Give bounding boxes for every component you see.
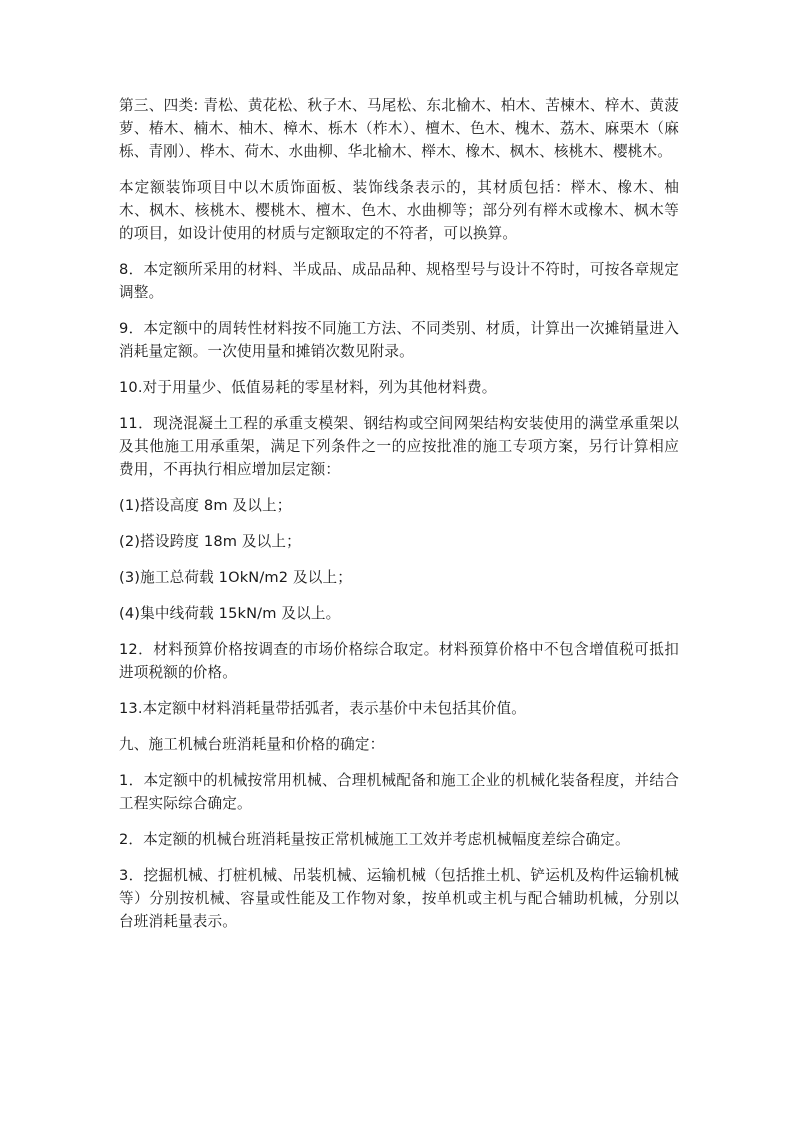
paragraph-machinery-3: 3．挖掘机械、打桩机械、吊装机械、运输机械（包括推土机、铲运机及构件运输机械等）分别按机械、容量或性能及工作物对象，按单机或主机与配合辅助机械，分别以台班消耗量表示。 [119, 867, 679, 930]
paragraph-item-13: 13.本定额中材料消耗量带括弧者，表示基价中未包括其价值。 [119, 700, 526, 717]
paragraph-machinery-2: 2．本定额的机械台班消耗量按正常机械施工工效并考虑机械幅度差综合确定。 [119, 831, 630, 848]
paragraph-item-10: 10.对于用量少、低值易耗的零星材料，列为其他材料费。 [119, 379, 497, 396]
paragraph-condition-1: (1)搭设高度 8m 及以上； [119, 497, 292, 514]
paragraph-condition-2: (2)搭设跨度 18m 及以上； [119, 533, 301, 550]
paragraph-item-12: 12．材料预算价格按调查的市场价格综合取定。材料预算价格中不包含增值税可抵扣进项税额的价格。 [119, 641, 679, 681]
paragraph-item-8: 8．本定额所采用的材料、半成品、成品品种、规格型号与设计不符时，可按各章规定调整。 [119, 261, 679, 301]
paragraph-item-9: 9．本定额中的周转性材料按不同施工方法、不同类别、材质，计算出一次摊销量进入消耗量定额。一次使用量和摊销次数见附录。 [119, 320, 679, 360]
paragraph-machinery-1: 1．本定额中的机械按常用机械、合理机械配备和施工企业的机械化装备程度，并结合工程实际综合确定。 [119, 772, 679, 812]
paragraph-condition-4: (4)集中线荷载 15kN/m 及以上。 [119, 605, 341, 622]
section-heading-machinery: 九、施工机械台班消耗量和价格的确定： [119, 736, 385, 753]
paragraph-wood-categories: 第三、四类: 青松、黄花松、秋子木、马尾松、东北榆木、柏木、苦楝木、梓木、黄菠萝、椿木、楠木、柚木、樟木、栎木（柞木）、檀木、色木、槐木、荔木、麻栗木（麻栎、青刚）、桦木、荷木、水曲柳、华北榆木、榉木、橡木、枫木、核桃木、樱桃木。 [119, 97, 679, 160]
paragraph-condition-3: (3)施工总荷载 1OkN/m2 及以上； [119, 569, 353, 586]
paragraph-decorative-wood-materials: 本定额装饰项目中以木质饰面板、装饰线条表示的，其材质包括：榉木、橡木、柚木、枫木、核桃木、樱桃木、檀木、色木、水曲柳等；部分列有榉木或橡木、枫木等的项目，如设计使用的材质与定额取定的不符者，可以换算。 [119, 179, 679, 242]
paragraph-item-11: 11．现浇混凝土工程的承重支模架、钢结构或空间网架结构安装使用的满堂承重架以及其他施工用承重架，满足下列条件之一的应按批准的施工专项方案，另行计算相应费用，不再执行相应增加层定额： [119, 415, 679, 478]
document-body [119, 94, 679, 946]
